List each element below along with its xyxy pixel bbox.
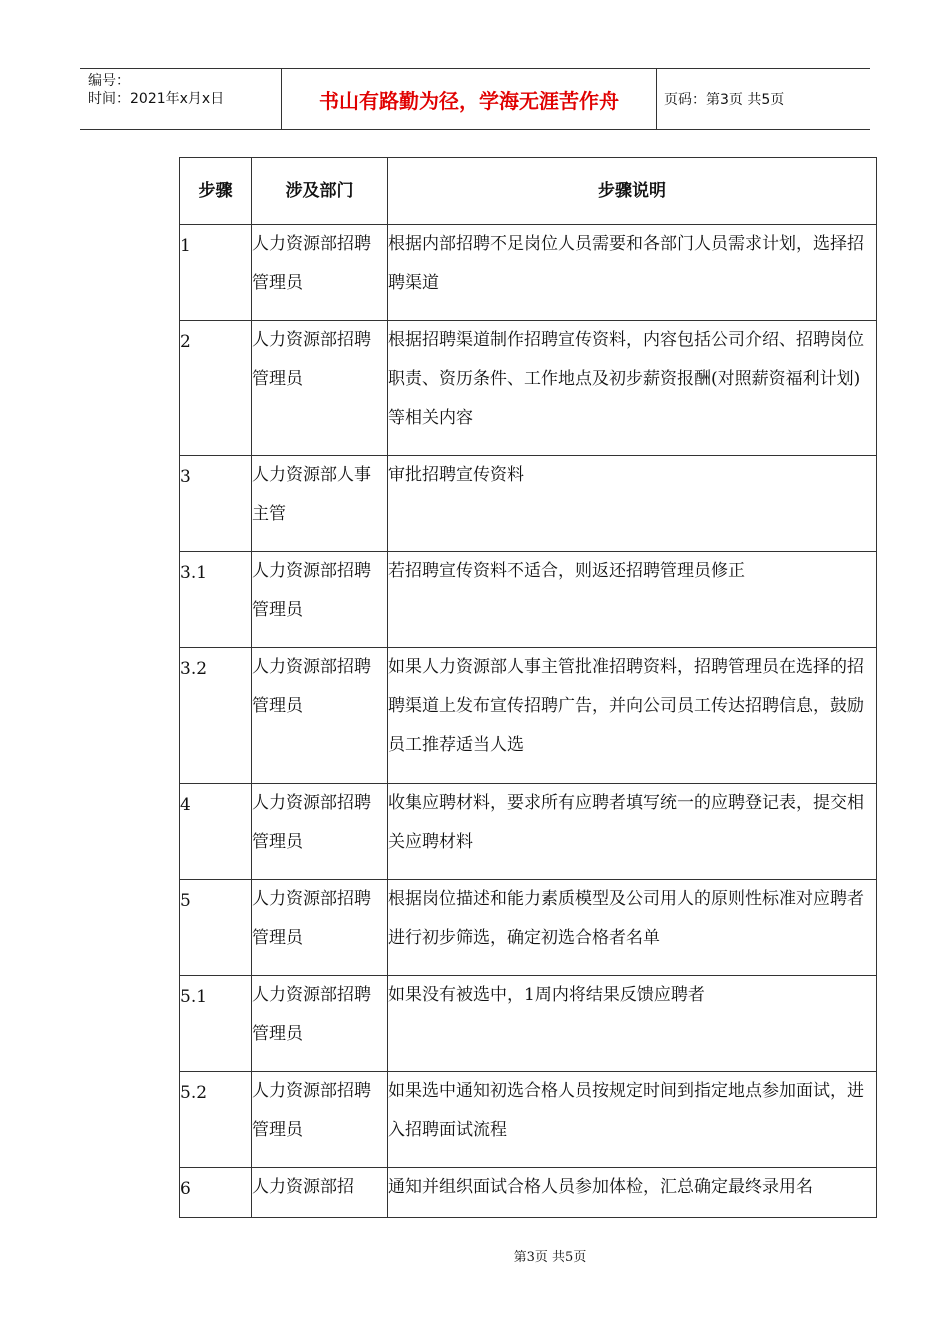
- table-row: [180, 1168, 877, 1218]
- step-description: 若招聘宣传资料不适合，则返还招聘管理员修正: [388, 552, 877, 648]
- step-department: 人力资源部招聘管理员: [252, 552, 388, 648]
- column-header-dept: 涉及部门: [252, 158, 388, 225]
- table-row: [180, 880, 877, 976]
- table-row: [180, 1072, 877, 1168]
- step-description: 如果选中通知初选合格人员按规定时间到指定地点参加面试，进入招聘面试流程: [388, 1072, 877, 1168]
- header-number: 编号：: [88, 73, 130, 89]
- table-row: [180, 784, 877, 880]
- page-footer: 第3页 共5页: [513, 1250, 587, 1265]
- step-number: 5: [180, 880, 252, 976]
- table-row: [180, 456, 877, 552]
- step-description: 收集应聘材料，要求所有应聘者填写统一的应聘登记表，提交相关应聘材料: [388, 784, 877, 880]
- step-number: 1: [180, 225, 252, 321]
- table-row: [180, 321, 877, 456]
- steps-table: [179, 157, 877, 1218]
- page-header: [80, 68, 870, 130]
- step-department: 人力资源部人事主管: [252, 456, 388, 552]
- step-number: 2: [180, 321, 252, 456]
- table-row: [180, 648, 877, 784]
- step-department: 人力资源部招聘管理员: [252, 648, 388, 784]
- step-description: 根据招聘渠道制作招聘宣传资料，内容包括公司介绍、招聘岗位职责、资历条件、工作地点及初步薪资报酬(对照薪资福利计划)等相关内容: [388, 321, 877, 456]
- header-motto: 书山有路勤为径，学海无涯苦作舟: [281, 69, 657, 129]
- step-number: 5.1: [180, 976, 252, 1072]
- step-department: 人力资源部招聘管理员: [252, 1072, 388, 1168]
- step-department: 人力资源部招聘管理员: [252, 976, 388, 1072]
- table-row: [180, 976, 877, 1072]
- column-header-step: 步骤: [180, 158, 252, 225]
- table-row: [180, 225, 877, 321]
- step-description: 审批招聘宣传资料: [388, 456, 877, 552]
- step-department: 人力资源部招聘管理员: [252, 784, 388, 880]
- header-time: 时间：2021年x月x日: [88, 91, 225, 107]
- step-department: 人力资源部招聘管理员: [252, 225, 388, 321]
- step-description: 通知并组织面试合格人员参加体检，汇总确定最终录用名: [388, 1168, 877, 1218]
- step-description: 如果没有被选中，1周内将结果反馈应聘者: [388, 976, 877, 1072]
- step-number: 3: [180, 456, 252, 552]
- step-number: 6: [180, 1168, 252, 1218]
- step-description: 如果人力资源部人事主管批准招聘资料，招聘管理员在选择的招聘渠道上发布宣传招聘广告，并向公司员工传达招聘信息，鼓励员工推荐适当人选: [388, 648, 877, 784]
- step-number: 3.1: [180, 552, 252, 648]
- table-header-row: [180, 158, 877, 225]
- column-header-desc: 步骤说明: [388, 158, 877, 225]
- header-meta: [88, 69, 280, 129]
- step-description: 根据内部招聘不足岗位人员需要和各部门人员需求计划，选择招聘渠道: [388, 225, 877, 321]
- table-row: [180, 552, 877, 648]
- header-page-info: 页码：第3页 共5页: [664, 92, 785, 108]
- step-description: 根据岗位描述和能力素质模型及公司用人的原则性标准对应聘者进行初步筛选，确定初选合格者名单: [388, 880, 877, 976]
- step-number: 3.2: [180, 648, 252, 784]
- step-number: 4: [180, 784, 252, 880]
- step-number: 5.2: [180, 1072, 252, 1168]
- step-department: 人力资源部招聘管理员: [252, 321, 388, 456]
- step-department: 人力资源部招聘管理员: [252, 880, 388, 976]
- step-department: 人力资源部招: [252, 1168, 388, 1218]
